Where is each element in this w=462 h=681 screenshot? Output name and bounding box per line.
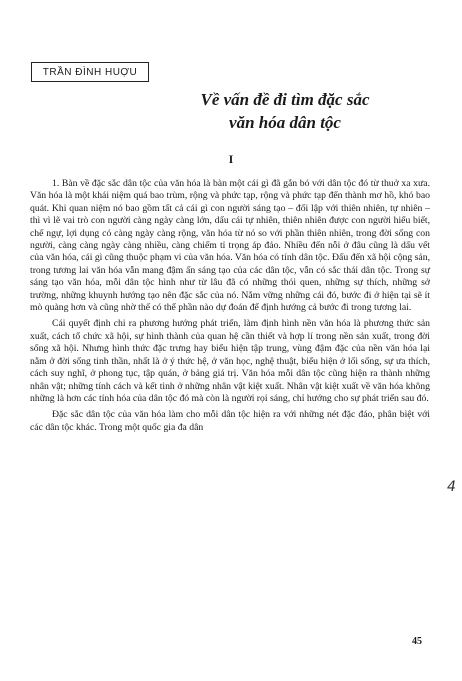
article-title (160, 88, 410, 134)
body-text (30, 178, 430, 438)
section-number: I (228, 152, 234, 166)
paragraph: 1. Bàn về đặc sắc dân tộc của văn hóa là bàn một cái gì đã gắn bó với dân tộc đó từ thuở xa xưa. Văn hóa là một khái niệm quá bao trùm, rộng và phức tạp, rộng và phức tạp đến thành mơ hồ, khó bao quát. Khi quan niệm nó bao gồm tất cả cái gì con người sáng tạo – đối lập với thiên nhiên, tự nhiên – thì vì lẽ vai trò con người càng ngày càng lớn, dấu cái tự nhiên, thiên nhiên được con người hiểu biết, chế ngự, lợi dụng có càng ngày càng rộng, văn hóa từ nó so với phần thiên nhiên, trong đời sống con người, càng càng ngày càng nhiều, càng chiếm tỉ trọng áp đảo. Nhiều đến nỗi ở đâu cũng là dấu vết của văn hóa, cái gì cũng thuộc phạm vi của văn hóa. Văn hóa có tính dân tộc. Đấu đến xã hội cộng sản, trong tương lai văn hóa vẫn mang đậm ấn sáng tạo của các dân tộc, vẫn có sắc thái dân tộc. Trong sự sáng tạo văn hóa, mỗi dân tộc hình như từ lâu đã có những thói quen, những sự thích, những sở trường, những khuynh hướng tạo nên đặc sắc của nó. Nắm vững những cái đó, bước đi ở hiện tại sẽ ít mò quàng hơn và cũng nhờ thế có thể phần nào dự đoán để định hướng cả bước đi trong tương lai. (30, 178, 430, 314)
article-title-line-1: Về vấn đề đi tìm đặc sắc (200, 90, 370, 109)
author-name: TRẦN ĐÌNH HUỢU (31, 62, 149, 82)
paragraph: Cái quyết định chi ra phương hướng phát triển, làm định hình nền văn hóa là phương thức sản xuất, cách tổ chức xã hội, sự hình thành của quan hệ cần thiết và hợp lí trong nền sản xuất, trong đời sống xã hội. Nhưng hình thức đặc trưng hay biểu hiện tập trung, vùng đậm đặc của nền văn hóa lại nằm ở đời sống tinh thần, nhất là ở ý thức hệ, ở văn học, nghệ thuật, biểu hiện ở lối sống, sự ưa thích, cách suy nghĩ, ở phong tục, tập quán, ở bảng giá trị. Văn hóa mỗi dân tộc cũng hiện ra thành những nhân vật; những tính cách và kết tinh ở những nhân vật kiệt xuất. Nhân vật kiệt xuất về văn hóa không những là hơn các tính hóa của dân tộc đó mà còn là người rọi sáng, chỉ hướng cho sự phát triển sau đó. (30, 318, 430, 404)
paragraph: Đặc sắc dân tộc của văn hóa làm cho mỗi dân tộc hiện ra với những nét đặc đáo, phân biệt với các dân tộc khác. Trong một quốc gia đa dân (30, 409, 430, 433)
article-title-line-2: văn hóa dân tộc (229, 113, 341, 132)
page-number: 45 (412, 636, 422, 647)
handwritten-margin-mark: 4 (447, 479, 456, 495)
